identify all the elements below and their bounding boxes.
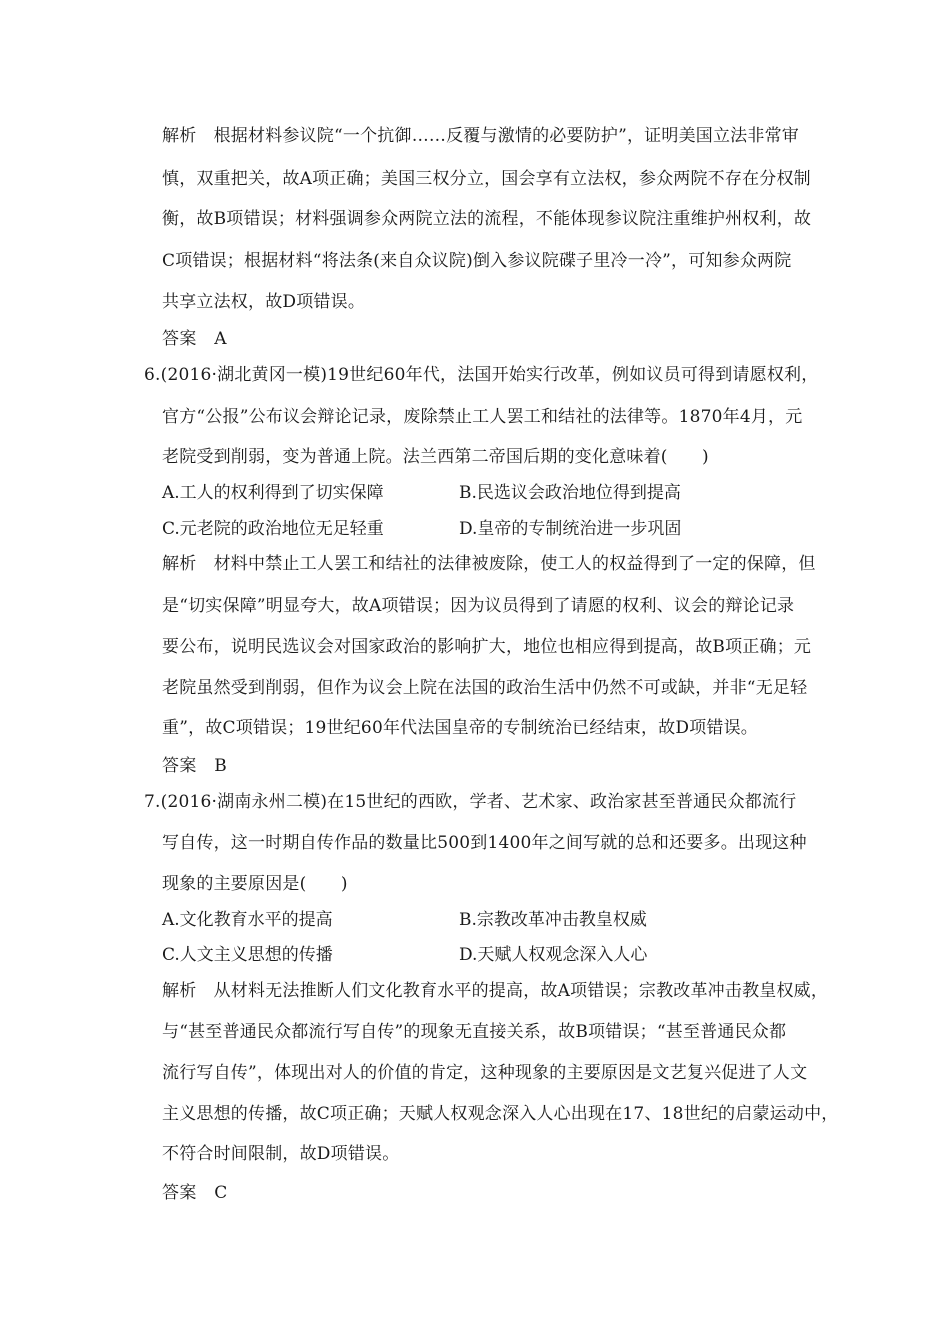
q6-stem-line: 6.(2016·湖北黄冈一模)19世纪60年代，法国开始实行改革，例如议员可得到请愿权利， bbox=[144, 365, 819, 385]
q6-option-d: D.皇帝的专制统治进一步巩固 bbox=[459, 519, 682, 539]
q7-answer: 答案 C bbox=[162, 1183, 228, 1203]
q7-analysis-line: 流行写自传”，体现出对人的价值的肯定，这种现象的主要原因是文艺复兴促进了人文 bbox=[162, 1063, 808, 1083]
q7-analysis-line: 解析 从材料无法推断人们文化教育水平的提高，故A项错误；宗教改革冲击教皇权威， bbox=[162, 981, 829, 1001]
q7-stem-line: 现象的主要原因是( ) bbox=[162, 874, 348, 894]
q6-analysis-line: 是“切实保障”明显夸大，故A项错误；因为议员得到了请愿的权利、议会的辩论记录 bbox=[162, 596, 795, 616]
q7-option-c: C.人文主义思想的传播 bbox=[162, 945, 333, 965]
q6-option-a: A.工人的权利得到了切实保障 bbox=[162, 483, 384, 503]
q7-analysis-line: 与“甚至普通民众都流行写自传”的现象无直接关系，故B项错误；“甚至普通民众都 bbox=[162, 1022, 787, 1042]
prev-analysis-line: 慎，双重把关，故A项正确；美国三权分立，国会享有立法权，参众两院不存在分权制 bbox=[162, 169, 811, 189]
q6-analysis-line: 老院虽然受到削弱，但作为议会上院在法国的政治生活中仍然不可或缺，并非“无足轻 bbox=[162, 678, 808, 698]
q6-stem-line: 官方“公报”公布议会辩论记录，废除禁止工人罢工和结社的法律等。1870年4月，元 bbox=[162, 407, 803, 427]
prev-analysis-line: 衡，故B项错误；材料强调参众两院立法的流程，不能体现参议院注重维护州权利，故 bbox=[162, 209, 812, 229]
q6-option-b: B.民选议会政治地位得到提高 bbox=[459, 483, 681, 503]
q7-analysis-line: 主义思想的传播，故C项正确；天赋人权观念深入人心出现在17、18世纪的启蒙运动中， bbox=[162, 1104, 839, 1124]
q7-analysis-line: 不符合时间限制，故D项错误。 bbox=[162, 1144, 400, 1164]
q7-option-a: A.文化教育水平的提高 bbox=[162, 910, 333, 930]
q6-analysis-line: 重”，故C项错误；19世纪60年代法国皇帝的专制统治已经结束，故D项错误。 bbox=[162, 718, 758, 738]
q6-analysis-line: 要公布，说明民选议会对国家政治的影响扩大，地位也相应得到提高，故B项正确；元 bbox=[162, 637, 812, 657]
prev-analysis-line: 共享立法权，故D项错误。 bbox=[162, 292, 366, 312]
q7-option-d: D.天赋人权观念深入人心 bbox=[459, 945, 648, 965]
q6-stem-line: 老院受到削弱，变为普通上院。法兰西第二帝国后期的变化意味着( ) bbox=[162, 447, 709, 467]
q6-analysis-line: 解析 材料中禁止工人罢工和结社的法律被废除，使工人的权益得到了一定的保障，但 bbox=[162, 554, 816, 574]
prev-answer: 答案 A bbox=[162, 329, 227, 349]
q7-stem-line: 写自传，这一时期自传作品的数量比500到1400年之间写就的总和还要多。出现这种 bbox=[162, 833, 807, 853]
q6-option-c: C.元老院的政治地位无足轻重 bbox=[162, 519, 384, 539]
prev-analysis-line: C项错误；根据材料“将法条(来自众议院)倒入参议院碟子里冷一冷”，可知参众两院 bbox=[162, 251, 792, 271]
prev-analysis-line: 解析 根据材料参议院“一个抗御……反覆与激情的必要防护”，证明美国立法非常审 bbox=[162, 126, 799, 146]
q6-answer: 答案 B bbox=[162, 756, 228, 776]
q7-option-b: B.宗教改革冲击教皇权威 bbox=[459, 910, 647, 930]
q7-stem-line: 7.(2016·湖南永州二模)在15世纪的西欧，学者、艺术家、政治家甚至普通民众都流行 bbox=[144, 792, 797, 812]
